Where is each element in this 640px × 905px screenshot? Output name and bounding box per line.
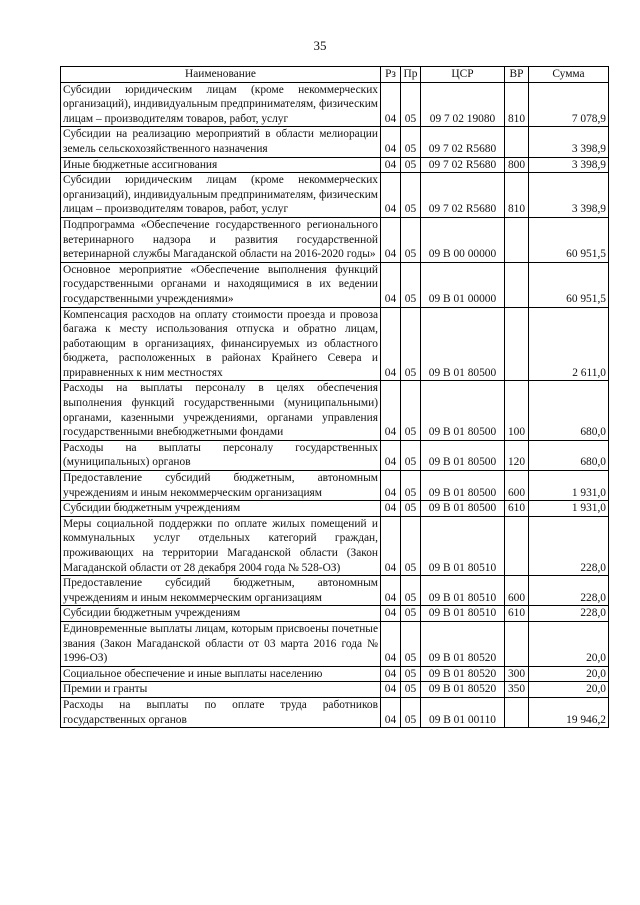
row-vr: 120 [505, 440, 529, 470]
row-vr [505, 697, 529, 727]
table-row [61, 576, 609, 606]
table-row [61, 157, 609, 173]
row-vr: 350 [505, 682, 529, 698]
row-csr: 09 В 01 80500 [421, 471, 505, 501]
row-name: Субсидии бюджетным учреждениям [61, 606, 381, 622]
row-name: Компенсация расходов на оплату стоимости проезда и провоза багажа к месту использования отпуска и обратно лицам, работающим в организациях, финансируемых из областного бюджета, расположенных в районах Крайнего Севера и приравненных к ним местностях [61, 307, 381, 381]
row-pr: 05 [401, 173, 421, 218]
row-sum: 3 398,9 [529, 173, 609, 218]
row-sum: 20,0 [529, 682, 609, 698]
header-pr: Пр [401, 67, 421, 83]
table-row [61, 262, 609, 307]
row-pr: 05 [401, 682, 421, 698]
row-vr [505, 516, 529, 575]
row-rz: 04 [381, 471, 401, 501]
table-row [61, 516, 609, 575]
row-sum: 20,0 [529, 621, 609, 666]
row-vr [505, 262, 529, 307]
table-row [61, 682, 609, 698]
row-csr: 09 В 01 80500 [421, 307, 505, 381]
row-rz: 04 [381, 501, 401, 517]
row-pr: 05 [401, 621, 421, 666]
table-row [61, 621, 609, 666]
table-row [61, 697, 609, 727]
row-name: Субсидии юридическим лицам (кроме некоммерческих организаций), индивидуальным предпринимателям, физическим лицам – производителям товаров, работ, услуг [61, 173, 381, 218]
row-vr: 100 [505, 381, 529, 440]
row-rz: 04 [381, 157, 401, 173]
row-sum: 3 398,9 [529, 127, 609, 157]
table-row [61, 127, 609, 157]
row-csr: 09 В 01 80510 [421, 516, 505, 575]
row-pr: 05 [401, 501, 421, 517]
row-pr: 05 [401, 217, 421, 262]
row-sum: 1 931,0 [529, 471, 609, 501]
row-csr: 09 В 01 80500 [421, 381, 505, 440]
row-rz: 04 [381, 682, 401, 698]
row-csr: 09 7 02 19080 [421, 82, 505, 127]
header-rz: Рз [381, 67, 401, 83]
row-name: Расходы на выплаты персоналу государственных (муниципальных) органов [61, 440, 381, 470]
row-sum: 19 946,2 [529, 697, 609, 727]
table-row [61, 82, 609, 127]
table-row [61, 307, 609, 381]
table-row [61, 173, 609, 218]
row-sum: 60 951,5 [529, 217, 609, 262]
row-rz: 04 [381, 82, 401, 127]
row-sum: 228,0 [529, 606, 609, 622]
table-row [61, 606, 609, 622]
row-rz: 04 [381, 606, 401, 622]
row-sum: 680,0 [529, 440, 609, 470]
row-rz: 04 [381, 440, 401, 470]
row-pr: 05 [401, 697, 421, 727]
header-name: Наименование [61, 67, 381, 83]
row-csr: 09 В 01 00110 [421, 697, 505, 727]
budget-table [60, 66, 609, 728]
row-vr: 810 [505, 173, 529, 218]
row-pr: 05 [401, 576, 421, 606]
row-name: Меры социальной поддержки по оплате жилых помещений и коммунальных услуг отдельных категорий граждан, проживающих на территории Магаданской области (Закон Магаданской области от 28 декабря 2004 года № 528-ОЗ) [61, 516, 381, 575]
row-csr: 09 В 01 00000 [421, 262, 505, 307]
row-name: Расходы на выплаты персоналу в целях обеспечения выполнения функций государственными (муниципальными) органами, казенными учреждениями, органами управления государственными внебюджетными фондами [61, 381, 381, 440]
row-rz: 04 [381, 576, 401, 606]
row-csr: 09 В 01 80510 [421, 576, 505, 606]
table-row [61, 381, 609, 440]
row-name: Основное мероприятие «Обеспечение выполнения функций государственными органами и находящимися в их ведении государственными учреждениями» [61, 262, 381, 307]
row-rz: 04 [381, 516, 401, 575]
row-sum: 1 931,0 [529, 501, 609, 517]
row-vr: 600 [505, 471, 529, 501]
row-name: Субсидии на реализацию мероприятий в области мелиорации земель сельскохозяйственного назначения [61, 127, 381, 157]
row-csr: 09 7 02 R5680 [421, 173, 505, 218]
row-sum: 680,0 [529, 381, 609, 440]
header-csr: ЦСР [421, 67, 505, 83]
row-csr: 09 В 00 00000 [421, 217, 505, 262]
row-sum: 60 951,5 [529, 262, 609, 307]
row-pr: 05 [401, 471, 421, 501]
row-name: Предоставление субсидий бюджетным, автономным учреждениям и иным некоммерческим организациям [61, 471, 381, 501]
row-csr: 09 В 01 80500 [421, 440, 505, 470]
row-pr: 05 [401, 307, 421, 381]
row-csr: 09 7 02 R5680 [421, 157, 505, 173]
row-vr [505, 621, 529, 666]
row-name: Социальное обеспечение и иные выплаты населению [61, 666, 381, 682]
row-rz: 04 [381, 262, 401, 307]
table-header-row [61, 67, 609, 83]
row-pr: 05 [401, 440, 421, 470]
row-rz: 04 [381, 217, 401, 262]
row-sum: 7 078,9 [529, 82, 609, 127]
row-pr: 05 [401, 262, 421, 307]
row-vr: 800 [505, 157, 529, 173]
row-name: Премии и гранты [61, 682, 381, 698]
row-vr [505, 217, 529, 262]
row-pr: 05 [401, 157, 421, 173]
row-csr: 09 В 01 80520 [421, 682, 505, 698]
row-vr: 610 [505, 606, 529, 622]
row-csr: 09 В 01 80520 [421, 666, 505, 682]
table-row [61, 501, 609, 517]
row-csr: 09 7 02 R5680 [421, 127, 505, 157]
row-name: Предоставление субсидий бюджетным, автономным учреждениям и иным некоммерческим организациям [61, 576, 381, 606]
row-name: Субсидии бюджетным учреждениям [61, 501, 381, 517]
header-vr: ВР [505, 67, 529, 83]
row-name: Иные бюджетные ассигнования [61, 157, 381, 173]
row-pr: 05 [401, 127, 421, 157]
row-csr: 09 В 01 80520 [421, 621, 505, 666]
row-vr [505, 307, 529, 381]
row-name: Субсидии юридическим лицам (кроме некоммерческих организаций), индивидуальным предпринимателям, физическим лицам – производителям товаров, работ, услуг [61, 82, 381, 127]
row-rz: 04 [381, 697, 401, 727]
row-rz: 04 [381, 666, 401, 682]
row-csr: 09 В 01 80500 [421, 501, 505, 517]
row-rz: 04 [381, 173, 401, 218]
row-pr: 05 [401, 516, 421, 575]
row-rz: 04 [381, 127, 401, 157]
row-pr: 05 [401, 82, 421, 127]
row-pr: 05 [401, 606, 421, 622]
table-row [61, 471, 609, 501]
row-sum: 228,0 [529, 516, 609, 575]
row-vr [505, 127, 529, 157]
row-vr: 610 [505, 501, 529, 517]
table-row [61, 666, 609, 682]
row-sum: 228,0 [529, 576, 609, 606]
row-name: Единовременные выплаты лицам, которым присвоены почетные звания (Закон Магаданской области от 03 марта 2016 года № 1996-ОЗ) [61, 621, 381, 666]
row-pr: 05 [401, 381, 421, 440]
table-row [61, 440, 609, 470]
row-csr: 09 В 01 80510 [421, 606, 505, 622]
row-pr: 05 [401, 666, 421, 682]
page-number: 35 [313, 38, 327, 53]
row-rz: 04 [381, 307, 401, 381]
row-rz: 04 [381, 381, 401, 440]
row-sum: 20,0 [529, 666, 609, 682]
header-sum: Сумма [529, 67, 609, 83]
row-sum: 2 611,0 [529, 307, 609, 381]
row-rz: 04 [381, 621, 401, 666]
row-vr: 810 [505, 82, 529, 127]
row-vr: 600 [505, 576, 529, 606]
row-name: Подпрограмма «Обеспечение государственного регионального ветеринарного надзора и развития государственной ветеринарной службы Магаданской области на 2016-2020 годы» [61, 217, 381, 262]
table-row [61, 217, 609, 262]
row-vr: 300 [505, 666, 529, 682]
row-name: Расходы на выплаты по оплате труда работников государственных органов [61, 697, 381, 727]
row-sum: 3 398,9 [529, 157, 609, 173]
